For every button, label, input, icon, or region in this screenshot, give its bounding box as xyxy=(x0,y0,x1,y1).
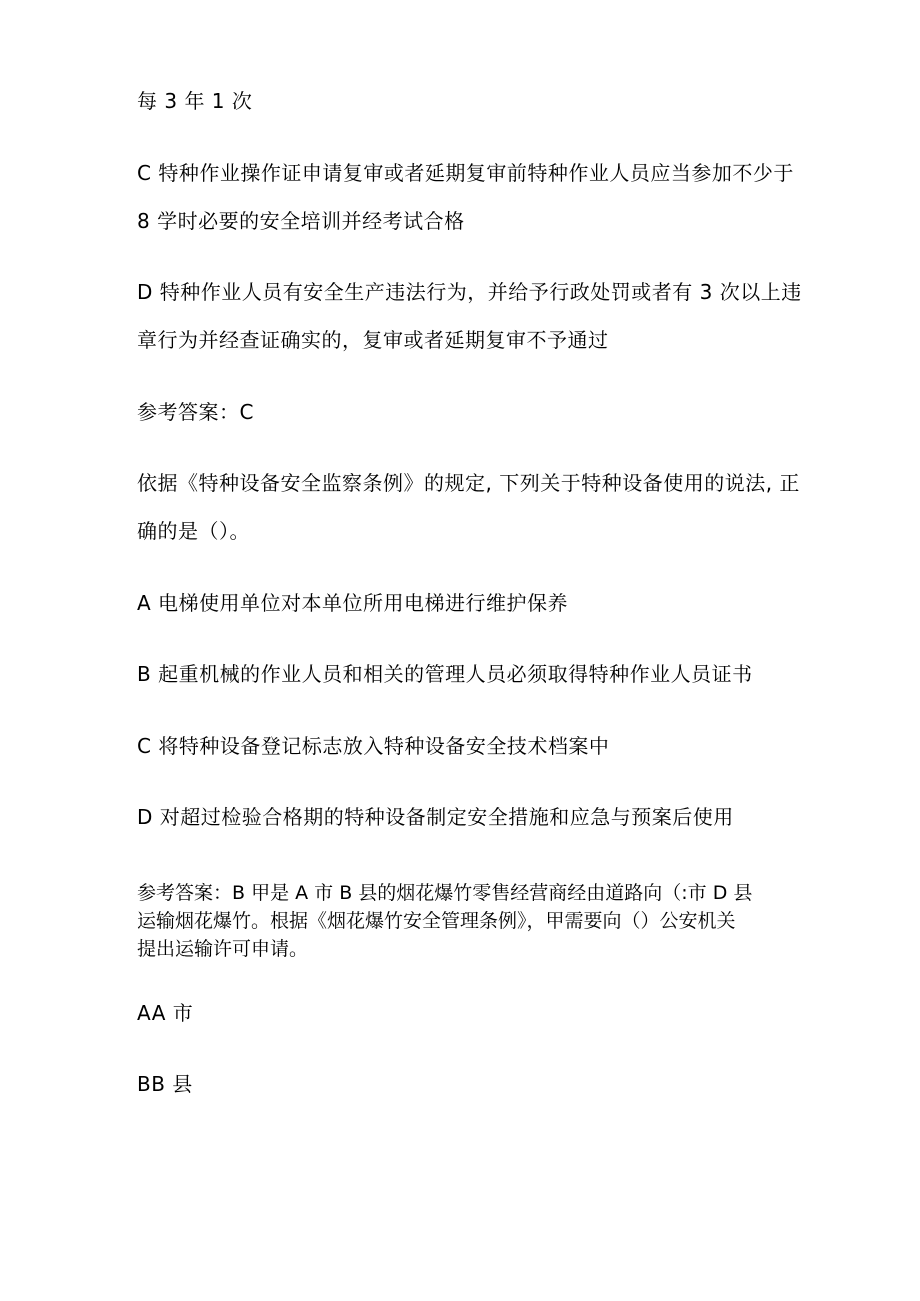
answer-question-line-3: 提出运输许可申请。 xyxy=(137,938,309,960)
answer-question-line-1: 参考答案：B 甲是 A 市 B 县的烟花爆竹零售经营商经由道路向（:市 D 县 xyxy=(137,882,753,904)
question-line-1: 依据《特种设备安全监察条例》的规定, 下列关于特种设备使用的说法, 正 xyxy=(137,471,800,495)
option-b: B 起重机械的作业人员和相关的管理人员必须取得特种作业人员证书 xyxy=(137,662,753,686)
option-a: A 电梯使用单位对本单位所用电梯进行维护保养 xyxy=(137,591,569,615)
option-bb: BB 县 xyxy=(137,1072,193,1096)
option-c: C 将特种设备登记标志放入特种设备安全技术档案中 xyxy=(137,734,610,758)
option-aa: AA 市 xyxy=(137,1001,194,1025)
option-d: D 对超过检验合格期的特种设备制定安全措施和应急与预案后使用 xyxy=(137,805,734,829)
answer-line-1: 参考答案：C xyxy=(137,400,254,424)
option-c-line-2: 8 学时必要的安全培训并经考试合格 xyxy=(137,209,465,233)
option-d-line-2: 章行为并经查证确实的，复审或者延期复审不予通过 xyxy=(137,328,609,352)
answer-question-line-2: 运输烟花爆竹。根据《烟花爆竹安全管理条例》，甲需要向（）公安机关 xyxy=(137,910,736,932)
option-c-line-1: C 特种作业操作证申请复审或者延期复审前特种作业人员应当参加不少于 xyxy=(137,161,794,185)
question-line-2: 确的是（）。 xyxy=(137,519,250,543)
text-line-1: 每 3 年 1 次 xyxy=(137,89,253,113)
option-d-line-1: D 特种作业人员有安全生产违法行为，并给予行政处罚或者有 3 次以上违 xyxy=(137,280,802,304)
